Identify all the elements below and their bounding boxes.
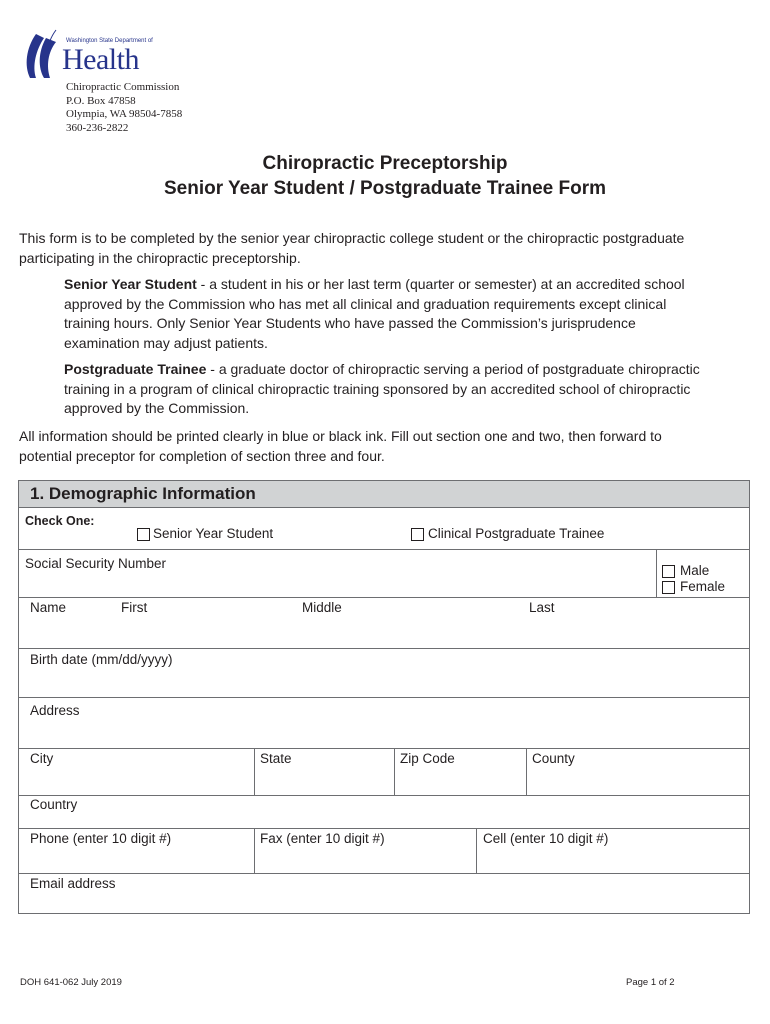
female-label: Female	[680, 579, 726, 594]
middle-name-label: Middle	[302, 600, 342, 615]
column-divider	[476, 828, 477, 873]
postgrad-def-text: training in a program of clinical chiropractic training sponsored by an accredited school of chiropractic	[64, 380, 691, 397]
postgrad-def-text: approved by the Commission.	[64, 400, 250, 416]
country-label: Country	[30, 797, 78, 812]
email-field[interactable]	[25, 894, 745, 912]
row-divider	[19, 795, 749, 796]
instructions-line: All information should be printed clearly in blue or black ink. Fill out section one and two, then forward to	[19, 428, 662, 444]
row-divider	[19, 697, 749, 698]
ssn-field[interactable]	[25, 575, 645, 595]
phone-field[interactable]	[25, 850, 250, 872]
postgrad-definition	[64, 360, 754, 419]
male-label: Male	[680, 563, 710, 578]
address-line: P.O. Box 47858	[66, 94, 136, 107]
email-label: Email address	[30, 876, 116, 891]
form-title-line2: Senior Year Student / Postgraduate Trainee Form	[163, 178, 607, 199]
row-divider	[19, 549, 749, 550]
intro-line: This form is to be completed by the senior year chiropractic college student or the chiropractic postgraduate	[19, 230, 685, 246]
fax-field[interactable]	[258, 850, 472, 872]
page-number: Page 1 of 2	[626, 977, 675, 988]
senior-def-text: examination may adjust patients.	[64, 334, 268, 351]
form-title-line1: Chiropractic Preceptorship	[262, 153, 508, 174]
postgrad-term: Postgraduate Trainee	[64, 361, 207, 377]
health-swoosh-icon	[22, 28, 64, 80]
state-label: State	[260, 751, 292, 766]
senior-term: Senior Year Student	[64, 276, 197, 292]
phone-label: Phone (enter 10 digit #)	[30, 831, 172, 846]
senior-def-text: - a student in his or her last term (quarter or semester) at an accredited school	[196, 276, 685, 292]
birth-date-field[interactable]	[25, 670, 745, 696]
last-name-label: Last	[529, 600, 555, 615]
cell-label: Cell (enter 10 digit #)	[483, 831, 609, 846]
row-divider	[19, 873, 749, 874]
ssn-label: Social Security Number	[25, 556, 167, 571]
birth-date-label: Birth date (mm/dd/yyyy)	[30, 652, 173, 667]
postgraduate-trainee-label: Clinical Postgraduate Trainee	[428, 526, 605, 541]
name-label: Name	[30, 600, 67, 615]
postgrad-def-text: - a graduate doctor of chiropractic serving a period of postgraduate chiropractic	[206, 361, 700, 377]
postgraduate-trainee-checkbox[interactable]	[411, 528, 424, 541]
section-title: 1. Demographic Information	[30, 484, 256, 503]
female-checkbox[interactable]	[662, 581, 675, 594]
column-divider	[526, 748, 527, 795]
row-divider	[19, 828, 749, 829]
column-divider	[656, 549, 657, 597]
zip-code-label: Zip Code	[400, 751, 455, 766]
column-divider	[394, 748, 395, 795]
address-label: Address	[30, 703, 80, 718]
senior-year-student-label: Senior Year Student	[153, 526, 274, 541]
senior-def-text: training hours. Only Senior Year Students who have passed the Commission’s jurisprudence	[64, 315, 636, 331]
senior-def-text: approved by the Commission who has met all clinical and graduation requirements except clinical	[64, 295, 667, 312]
county-label: County	[532, 751, 575, 766]
commission-address	[66, 81, 182, 135]
state-field[interactable]	[258, 770, 390, 794]
address-line: 360-236-2822	[66, 121, 129, 134]
logo-health-text: Health	[62, 43, 139, 76]
senior-year-student-checkbox[interactable]	[137, 528, 150, 541]
row-divider	[19, 648, 749, 649]
name-field[interactable]	[115, 620, 745, 646]
first-name-label: First	[121, 600, 148, 615]
instructions-line: potential preceptor for completion of section three and four.	[19, 447, 385, 464]
county-field[interactable]	[530, 770, 745, 794]
column-divider	[254, 828, 255, 873]
male-checkbox[interactable]	[662, 565, 675, 578]
doh-logo	[22, 28, 152, 80]
senior-definition	[64, 275, 754, 353]
row-divider	[19, 748, 749, 749]
instructions-paragraph	[19, 427, 759, 466]
zip-code-field[interactable]	[398, 770, 522, 794]
country-field[interactable]	[90, 798, 745, 826]
city-label: City	[30, 751, 54, 766]
address-line: Chiropractic Commission	[66, 81, 180, 93]
fax-label: Fax (enter 10 digit #)	[260, 831, 385, 846]
logo-agency-text: Washington State Department of	[66, 38, 153, 44]
city-field[interactable]	[25, 770, 250, 794]
form-id-footer: DOH 641-062 July 2019	[20, 977, 122, 988]
address-line: Olympia, WA 98504-7858	[66, 108, 183, 121]
cell-field[interactable]	[480, 850, 745, 872]
check-one-label: Check One:	[25, 514, 95, 528]
intro-line: participating in the chiropractic preceptorship.	[19, 249, 301, 266]
intro-paragraph	[19, 229, 759, 268]
address-field[interactable]	[25, 722, 745, 747]
column-divider	[254, 748, 255, 795]
row-divider	[19, 597, 749, 598]
